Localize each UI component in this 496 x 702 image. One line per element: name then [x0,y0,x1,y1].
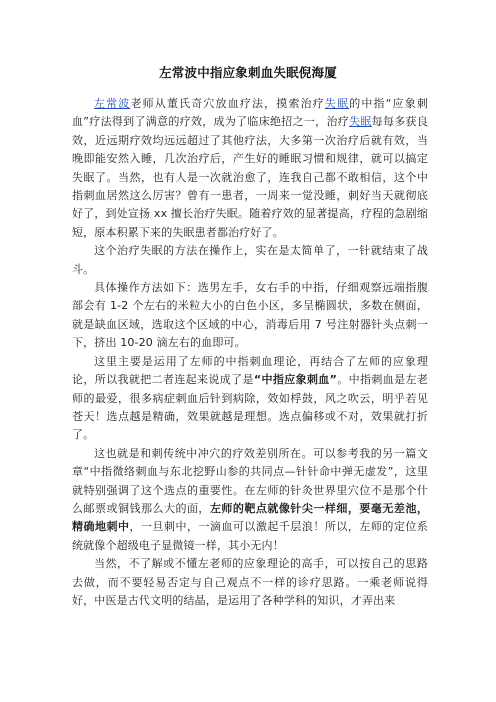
article-body [72,95,428,610]
keyword-link[interactable]: 失眠 [324,97,350,110]
bold-text: “中指应象刺血” [253,373,338,387]
text-run: 每每多获良效，近远期疗效均远远超过了其他疗法，大多第一次治疗后就有效，当晚即能安然入睡，几次治疗后，产生好的睡眠习惯和规律，就可以搞定失眠了。当然，也有人是一次就治愈了，连我自己都不敢相信，这个中指刺血居然这么厉害？曾有一患者，一周来一觉没睡，刺好当天就彻底好了，到处宣扬 xx 擅长治疗失眠。随着疗效的显著提高，疗程的急剧缩短，原本积累下来的失眠患者都治疗好了。 [72,115,429,239]
text-run: 这也就是和刺传统中冲穴的疗效差别所在。可以参考我的另一篇文章“中指微络刺血与东北挖野山参的共同点—针针命中弹无虚发”，这里就特别强调了这个选点的重要性。在左师的针灸世界里穴位不是那个什么邮票或铜钱那么大的面， [72,446,428,515]
paragraph [72,555,428,610]
paragraph [72,279,428,353]
keyword-link[interactable]: 左常波 [94,97,131,110]
keyword-link[interactable]: 失眠 [349,115,372,129]
text-run: 。中指刺血是左老师的最爱，很多病症刺血后针到病除，效如桴鼓，风之吹云，明乎若见苍天！选点越是精确，效果就越是理想。选点偏移或不对，效果就打折了。 [72,373,428,442]
article-title: 左常波中指应象刺血失眠倪海厦 [159,65,337,80]
text-run: ，一旦刺中，一滴血可以激起千层浪！所以，左师的定位系统就像个超级电子显微镜一样，其小无内！ [72,520,429,552]
paragraph [72,95,428,242]
text-run: 的中指“应象刺血”疗法得到了满意的疗效，成为了临床绝招之一，治疗 [72,97,429,129]
text-run: 老师从董氏奇穴放血疗法，摸索治疗 [130,97,325,110]
text-run: 这个治疗失眠的方法在操作上，实在是太简单了，一针就结束了战斗。 [72,244,428,276]
text-run: 具体操作方法如下：选男左手，女右手的中指，仔细观察远端指腹部会有 1-2 个左右的米粒大小的白色小区，多呈椭圆状，多数在侧面，就是缺血区域，选取这个区域的中心，消毒后用 7 号注射器针头点刺一下，挤出 10-20 滴左右的血即可。 [72,281,428,350]
text-run: 这里主要是运用了左师的中指刺血理论，再结合了左师的应象理论，所以我就把二者连起来说成了是 [72,354,428,387]
paragraph [72,353,428,445]
paragraph [72,242,428,279]
text-run: 当然，不了解或不懂左老师的应象理论的高手，可以按自己的思路去做，而不要轻易否定与自己观点不一样的诊疗思路。一乘老师说得好，中医是古代文明的结晶，是运用了各种学科的知识，才弄出来 [72,557,428,607]
paragraph [72,445,428,555]
bold-text: 左师的靶点就像针尖一样细，要毫无差池，精确地刺中 [72,501,428,534]
